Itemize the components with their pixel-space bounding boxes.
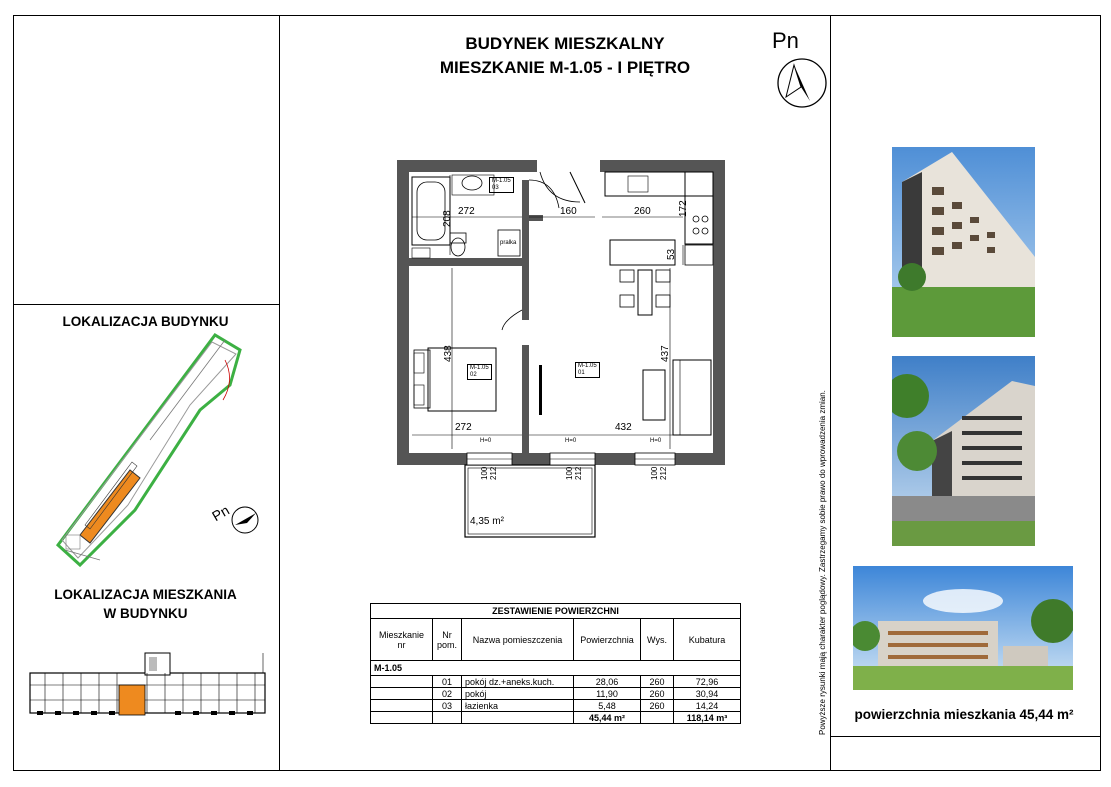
window-1-b: 212 — [489, 466, 498, 480]
bath-no: 03 — [492, 185, 499, 191]
dim-438: 438 — [443, 345, 454, 362]
dim-437: 437 — [660, 345, 671, 362]
dim-53: 53 — [666, 248, 677, 260]
left-divider — [13, 304, 279, 305]
dim-208: 208 — [442, 210, 453, 227]
dim-272-top: 272 — [458, 206, 475, 217]
lokalizacja-mieszkania-line-1: LOKALIZACJA MIESZKANIA — [54, 587, 237, 602]
table-row — [371, 688, 741, 700]
row-name: pokój dz.+aneks.kuch. — [462, 676, 574, 688]
window-1-a: 100 — [480, 466, 489, 480]
table-title: ZESTAWIENIE POWIERZCHNI — [371, 604, 741, 619]
row-volume: 14,24 — [674, 700, 741, 712]
row-volume: 30,94 — [674, 688, 741, 700]
header-apartment: Mieszkanie nr — [371, 619, 433, 661]
table-total-row — [371, 712, 741, 724]
building-floor-plan — [25, 645, 270, 725]
row-area: 11,90 — [574, 688, 641, 700]
pralka-label: pralka — [500, 240, 517, 246]
room-label-bed — [467, 364, 492, 380]
right-divider — [830, 736, 1100, 737]
window-3-b: 212 — [659, 466, 668, 480]
header-volume: Kubatura — [674, 619, 741, 661]
bed-no: 02 — [470, 372, 477, 378]
row-nr: 01 — [433, 676, 462, 688]
row-nr: 03 — [433, 700, 462, 712]
living-no: 01 — [578, 370, 585, 376]
room-label-living — [575, 362, 600, 378]
lokalizacja-budynku-heading: LOKALIZACJA BUDYNKU — [62, 314, 229, 329]
compass-icon — [776, 57, 828, 109]
site-north-label: Pn — [209, 501, 232, 525]
header-area: Powierzchnia — [574, 619, 641, 661]
window-2-a: 100 — [565, 466, 574, 480]
north-label: Pn — [772, 28, 799, 53]
disclaimer-text: Powyższe rysunki mają charakter poglądowy. Zastrzegamy sobie prawo do wprowadzenia zmian. — [818, 390, 827, 735]
row-nr: 02 — [433, 688, 462, 700]
window-3-top: H=0 — [650, 438, 662, 444]
row-name: pokój — [462, 688, 574, 700]
building-photo-2 — [892, 356, 1035, 546]
bed-code: M-1.05 — [470, 365, 489, 371]
lokalizacja-mieszkania-line-2: W BUDYNKU — [103, 606, 188, 621]
title-line-2: MIESZKANIE M-1.05 - I PIĘTRO — [439, 58, 691, 77]
window-1-top: H=0 — [480, 438, 492, 444]
row-area: 28,06 — [574, 676, 641, 688]
building-photo-3 — [853, 566, 1073, 690]
page-title — [380, 32, 750, 80]
dim-432: 432 — [615, 422, 632, 433]
row-height: 260 — [641, 700, 674, 712]
dim-160: 160 — [560, 206, 577, 217]
room-label-bath — [489, 177, 514, 193]
dim-272-bottom: 272 — [455, 422, 472, 433]
row-volume: 72,96 — [674, 676, 741, 688]
balcony-area: 4,35 m² — [470, 516, 504, 527]
site-compass-icon — [230, 505, 260, 535]
header-room-name: Nazwa pomieszczenia — [462, 619, 574, 661]
apartment-number: M-1.05 — [371, 661, 741, 676]
site-plan — [40, 330, 260, 580]
building-photo-1 — [892, 147, 1035, 337]
header-room-no: Nr pom. — [433, 619, 462, 661]
table-row — [371, 700, 741, 712]
dim-260: 260 — [634, 206, 651, 217]
row-name: łazienka — [462, 700, 574, 712]
window-2-b: 212 — [574, 466, 583, 480]
living-code: M-1.05 — [578, 363, 597, 369]
row-height: 260 — [641, 676, 674, 688]
table-row — [371, 676, 741, 688]
lokalizacja-mieszkania-heading — [13, 585, 278, 623]
header-height: Wys. — [641, 619, 674, 661]
dim-172: 172 — [678, 200, 689, 217]
bath-code: M-1.05 — [492, 178, 511, 184]
window-3-a: 100 — [650, 466, 659, 480]
total-area: 45,44 m² — [574, 712, 641, 724]
total-volume: 118,14 m³ — [674, 712, 741, 724]
row-area: 5,48 — [574, 700, 641, 712]
window-2-top: H=0 — [565, 438, 577, 444]
title-line-1: BUDYNEK MIESZKALNY — [465, 34, 665, 53]
area-summary: powierzchnia mieszkania 45,44 m² — [854, 707, 1074, 722]
area-summary-table — [370, 603, 741, 724]
row-height: 260 — [641, 688, 674, 700]
